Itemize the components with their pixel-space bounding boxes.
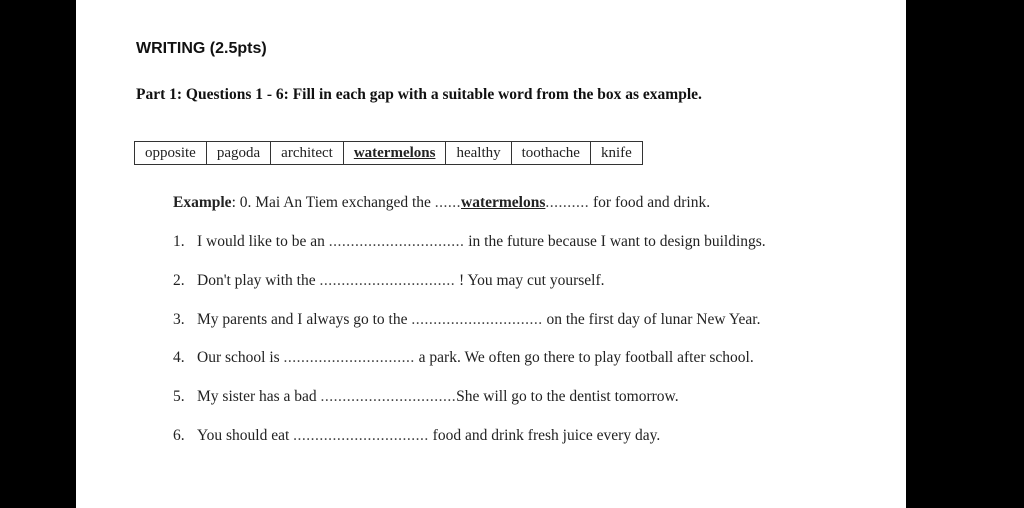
question-text-after: a park. We often go there to play football after school.: [414, 349, 754, 366]
word-box: [134, 141, 643, 165]
example-answer: watermelons: [461, 194, 546, 211]
example-text-before: : 0. Mai An Tiem exchanged the: [231, 194, 435, 211]
word-box-cell-example: watermelons: [343, 142, 446, 165]
question-text-before: My parents and I always go to the: [197, 311, 412, 328]
question-text-before: You should eat: [197, 427, 294, 444]
question-4: [173, 349, 754, 367]
question-3: [173, 311, 760, 329]
word-box-cell: healthy: [446, 142, 511, 165]
question-text-before: Our school is: [197, 349, 284, 366]
question-number: 1.: [173, 233, 185, 250]
question-number: 6.: [173, 427, 185, 444]
question-number: 5.: [173, 388, 185, 405]
question-1: [173, 233, 766, 251]
question-text-before: I would like to be an: [197, 233, 329, 250]
word-box-cell: toothache: [511, 142, 590, 165]
answer-blank: ..............................: [283, 349, 415, 366]
question-6: [173, 427, 660, 445]
word-box-cell: knife: [590, 142, 642, 165]
question-number: 2.: [173, 272, 185, 289]
word-box-cell: pagoda: [206, 142, 270, 165]
worksheet-page: [76, 0, 906, 508]
question-text-after: food and drink fresh juice every day.: [428, 427, 661, 444]
question-text-after: She will go to the dentist tomorrow.: [456, 388, 679, 405]
answer-blank: ..............................: [411, 311, 543, 328]
word-box-cell: opposite: [135, 142, 207, 165]
question-text-after: in the future because I want to design buildings.: [464, 233, 766, 250]
answer-blank: ...............................: [293, 427, 429, 444]
example-lead-dots: ......: [434, 194, 462, 211]
example-sentence: [173, 194, 710, 212]
question-text-before: My sister has a bad: [197, 388, 321, 405]
instructions: Part 1: Questions 1 - 6: Fill in each gap with a suitable word from the box as example.: [136, 86, 702, 103]
question-5: [173, 388, 679, 406]
example-text-after: for food and drink.: [589, 194, 711, 211]
example-trail-dots: ..........: [545, 194, 590, 211]
question-text-before: Don't play with the: [197, 272, 320, 289]
question-text-after: on the first day of lunar New Year.: [542, 311, 761, 328]
answer-blank: ...............................: [320, 388, 457, 405]
example-label: Example: [173, 194, 232, 211]
question-2: [173, 272, 605, 290]
question-number: 4.: [173, 349, 185, 366]
word-box-cell: architect: [271, 142, 344, 165]
answer-blank: ...............................: [328, 233, 465, 250]
question-number: 3.: [173, 311, 185, 328]
section-heading: WRITING (2.5pts): [136, 40, 267, 57]
answer-blank: ...............................: [319, 272, 456, 289]
question-text-after: ! You may cut yourself.: [455, 272, 605, 289]
